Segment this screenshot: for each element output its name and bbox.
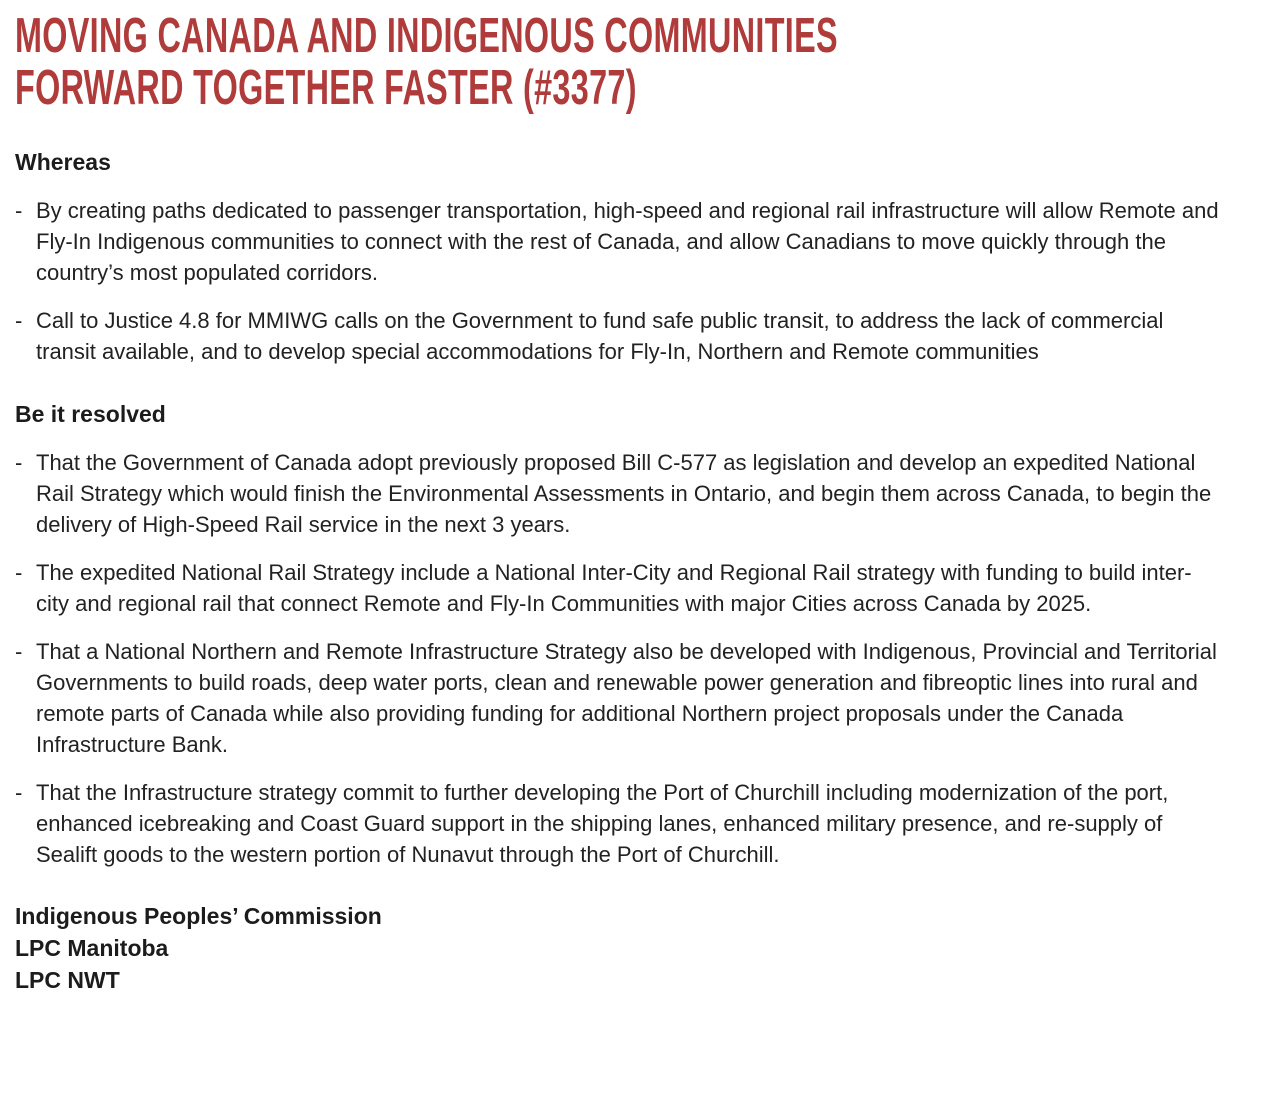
bullet-marker: - <box>15 780 23 805</box>
bullet-text: The expedited National Rail Strategy include a National Inter-City and Regional Rail strategy with funding to build inter-city and regional rail that connect Remote and Fly-In Communities with major Cities across Canada by 2025. <box>36 560 1192 616</box>
signature-line-commission: Indigenous Peoples’ Commission <box>15 903 382 929</box>
list-item <box>15 447 1240 540</box>
section-heading-whereas: Whereas <box>15 149 111 175</box>
bullet-marker: - <box>15 560 23 585</box>
list-item <box>15 636 1240 760</box>
list-item <box>15 777 1240 870</box>
bullet-text: By creating paths dedicated to passenger transportation, high-speed and regional rail infrastructure will allow Remote and Fly-In Indigenous communities to connect with the rest of Canada, and allow Canadians to move quickly through the country’s most populated corridors. <box>36 198 1219 285</box>
list-item <box>15 195 1240 288</box>
bullet-text: That the Infrastructure strategy commit to further developing the Port of Churchill including modernization of the port, enhanced icebreaking and Coast Guard support in the shipping lanes, enhanced military presence, and re-supply of Sealift goods to the western portion of Nunavut through the Port of Churchill. <box>36 780 1169 867</box>
bullet-marker: - <box>15 639 23 664</box>
list-item <box>15 557 1240 619</box>
page-title-line-1: MOVING CANADA AND INDIGENOUS COMMUNITIES <box>15 9 838 63</box>
bullet-marker: - <box>15 450 23 475</box>
bullet-marker: - <box>15 308 23 333</box>
signature-line-lpc-nwt: LPC NWT <box>15 967 120 993</box>
bullet-marker: - <box>15 198 23 223</box>
list-item <box>15 305 1240 367</box>
signature-block <box>15 900 1240 996</box>
page-title <box>15 10 1280 114</box>
resolved-list <box>15 447 1240 870</box>
bullet-text: Call to Justice 4.8 for MMIWG calls on the Government to fund safe public transit, to address the lack of commercial transit available, and to develop special accommodations for Fly-In, Northern and Remote communities <box>36 308 1164 364</box>
section-heading-resolved: Be it resolved <box>15 401 166 427</box>
bullet-text: That the Government of Canada adopt previously proposed Bill C-577 as legislation and develop an expedited National Rail Strategy which would finish the Environmental Assessments in Ontario, and begin them across Canada, to begin the delivery of High-Speed Rail service in the next 3 years. <box>36 450 1212 537</box>
page-title-line-2: FORWARD TOGETHER FASTER (#3377) <box>15 61 637 115</box>
bullet-text: That a National Northern and Remote Infrastructure Strategy also be developed with Indigenous, Provincial and Territorial Governments to build roads, deep water ports, clean and renewable power generation and fibreoptic lines into rural and remote parts of Canada while also providing funding for additional Northern project proposals under the Canada Infrastructure Bank. <box>36 639 1217 757</box>
signature-line-lpc-manitoba: LPC Manitoba <box>15 935 169 961</box>
whereas-list <box>15 195 1240 367</box>
